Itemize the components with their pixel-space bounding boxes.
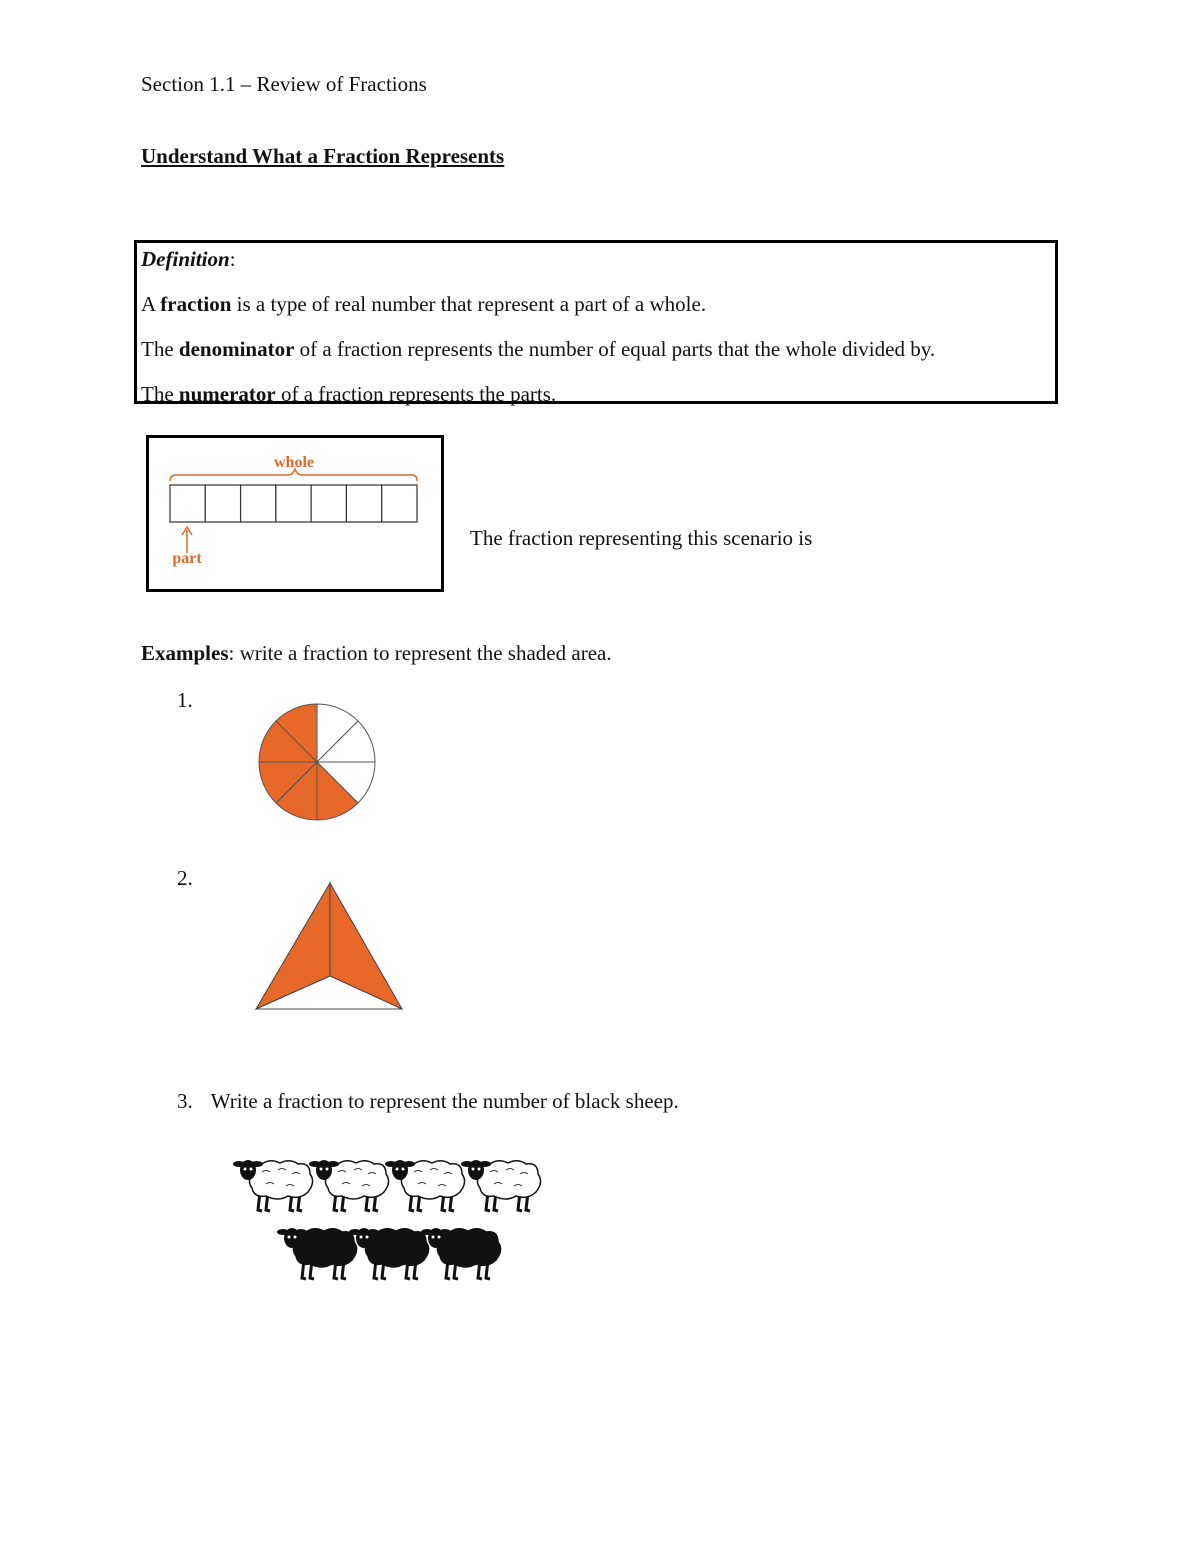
sheep-ear-left xyxy=(277,1229,289,1235)
sheep-eye xyxy=(288,1236,291,1239)
sheep-ear-right xyxy=(327,1161,339,1167)
sheep-ear-left xyxy=(309,1161,321,1167)
sheep-ear-left xyxy=(385,1161,397,1167)
definition-fraction: A fraction is a type of real number that represent a part of a whole. xyxy=(141,292,707,316)
part-label: part xyxy=(172,550,202,567)
black-sheep-1 xyxy=(277,1228,357,1279)
shaded-triangle xyxy=(254,881,404,1011)
black-sheep-2 xyxy=(349,1228,429,1279)
scenario-text: The fraction representing this scenario is xyxy=(470,526,813,550)
sheep-eye xyxy=(360,1236,363,1239)
definition-numerator: The numerator of a fraction represents the parts. xyxy=(141,382,557,406)
whole-label: whole xyxy=(274,454,314,471)
segment-5 xyxy=(311,485,346,522)
white-sheep-1 xyxy=(233,1160,313,1211)
examples-instruction: : write a fraction to represent the shaded area. xyxy=(228,641,612,665)
definition-label: Definition: xyxy=(141,247,236,271)
item-3-text: Write a fraction to represent the number of black sheep. xyxy=(210,1089,679,1113)
white-sheep-3 xyxy=(385,1160,465,1211)
sheep-ear-right xyxy=(479,1161,491,1167)
sheep-ear-right xyxy=(439,1229,451,1235)
section-title: Section 1.1 – Review of Fractions xyxy=(141,72,427,96)
page-heading: Understand What a Fraction Represents xyxy=(141,144,505,168)
sheep-ear-left xyxy=(461,1161,473,1167)
sheep-eye xyxy=(320,1168,323,1171)
sheep-eye xyxy=(294,1236,297,1239)
segment-7 xyxy=(382,485,417,522)
sheep-eye xyxy=(326,1168,329,1171)
segment-1 xyxy=(170,485,205,522)
white-sheep-4 xyxy=(461,1160,541,1211)
sheep-eye xyxy=(396,1168,399,1171)
segment-6 xyxy=(346,485,381,522)
shaded-circle xyxy=(252,697,382,827)
item-2-number: 2. xyxy=(177,866,193,890)
whole-part-figure xyxy=(146,435,444,592)
sheep-eye xyxy=(438,1236,441,1239)
sheep-eye xyxy=(250,1168,253,1171)
definition-box xyxy=(134,240,1058,404)
sheep-eye xyxy=(432,1236,435,1239)
definition-denominator: The denominator of a fraction represents the number of equal parts that the whole divided by. xyxy=(141,337,936,361)
sheep-ear-right xyxy=(367,1229,379,1235)
sheep-ear-left xyxy=(349,1229,361,1235)
white-sheep-2 xyxy=(309,1160,389,1211)
segment-2 xyxy=(205,485,240,522)
whole-part-diagram xyxy=(146,435,444,592)
item-1-number: 1. xyxy=(177,688,193,712)
sheep-eye xyxy=(478,1168,481,1171)
black-sheep-3 xyxy=(421,1228,501,1279)
item-3-number: 3. xyxy=(177,1089,193,1113)
sheep-illustration xyxy=(228,1150,538,1290)
sheep-ear-right xyxy=(251,1161,263,1167)
segment-bar xyxy=(170,485,417,522)
segment-3 xyxy=(241,485,276,522)
segment-4 xyxy=(276,485,311,522)
examples-label: Examples xyxy=(141,641,229,665)
item-3-line xyxy=(177,1089,679,1114)
sheep-eye xyxy=(366,1236,369,1239)
sheep-eye xyxy=(244,1168,247,1171)
sheep-eye xyxy=(472,1168,475,1171)
sheep-ear-left xyxy=(233,1161,245,1167)
sheep-ear-left xyxy=(421,1229,433,1235)
sheep-eye xyxy=(402,1168,405,1171)
sheep-ear-right xyxy=(403,1161,415,1167)
sheep-ear-right xyxy=(295,1229,307,1235)
examples-line xyxy=(141,641,612,666)
